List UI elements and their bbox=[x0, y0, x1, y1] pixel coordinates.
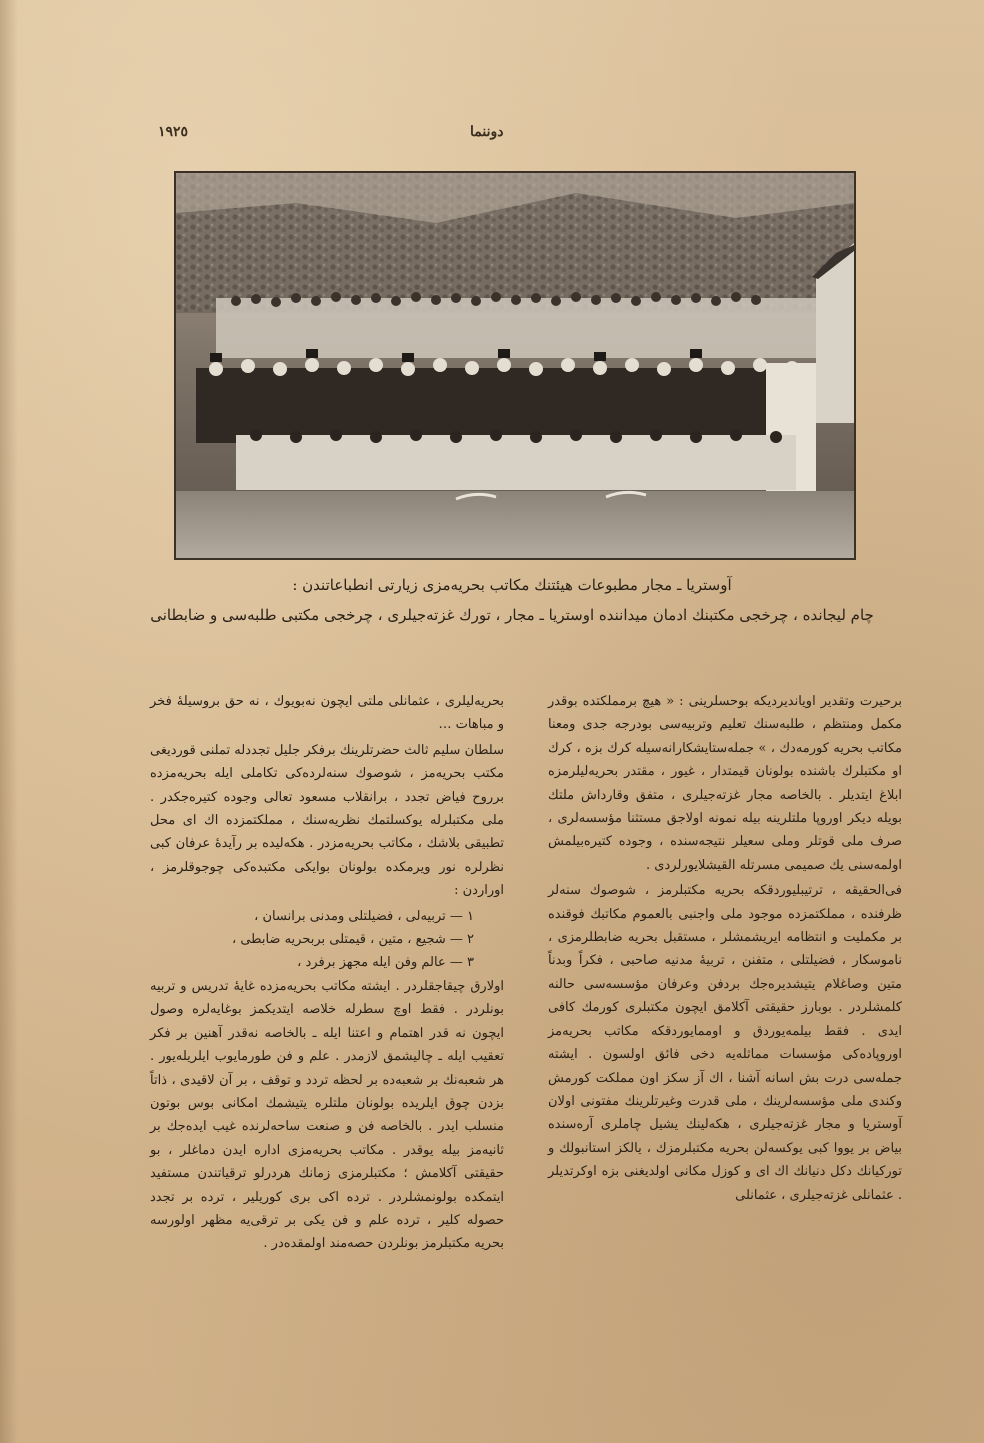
paragraph: بحریه‌لیلری ، عثمانلی ملتی ایچون نه‌بویوك ، نه حق بروسیلهٔ فخر و مباهات … bbox=[150, 694, 504, 733]
group-photograph bbox=[174, 171, 856, 560]
running-head-title: دوننما bbox=[470, 124, 504, 140]
paragraph: برحیرت وتقدیر اویاندیردیكه بوحسلرینی : « هیچ برمملكتده بوقدر مكمل ومنتظم ، طلبه‌سنك تعلیم وتربیه‌سی بودرجه جدی ومعنا مكاتب بحریه كورمه‌دك ، » جمله‌ستایشكارانه‌سیله كرك بزه ، كرك او مكتبلرك باشنده بولونان قیمتدار ، غیور ، مقتدر بحریه‌لیلرمزه ابلاغ ایتدیلر . بالخاصه مجار غزته‌جیلری ، متفق وقارداش ملتك بویله دیكر اوروپا ملتلرینه بیله نمونه اولاجق مستثنا مؤسسه‌لری ، صرف ملی قوتلر وملی سعیلر نتیجه‌سنده ، وجوده كتیره‌بیلمش اولمه‌سنی یك صمیمی مسرتله القیشلایورلردی . bbox=[548, 694, 902, 873]
photo-illustration bbox=[176, 173, 854, 558]
page-fold-shadow bbox=[0, 0, 18, 1443]
list-item: ٢ — شجیع ، متین ، قیمتلی بربحریه ضابطی ، bbox=[232, 932, 474, 948]
paragraph: اولارق چیقاجقلردر . ایشته مكاتب بحریه‌مزده غایهٔ تدریس و تربیه بونلردر . فقط اوچ سطرله خلاصه ایتدیكمز بوغایه‌لره وصول ایچون نه قدر اهتمام و اعتنا ایله ـ بالخاصه نه‌قدر آهنین بر فكر تعقیب ایله ـ چالیشمق لازمدر . علم و فن طورمایوب ایلریله‌یور . هر شعبه‌نك بر شعبه‌ده بر لحظه تردد و توقف ، بر آن لاقیدی ، ذاتاً بزدن چوق ایلریده بولونان ملتلره یتیشمك امكانی بوس بوتون منسلب ایدر . بالخاصه فن و صنعت ساحه‌لرنده غیب ایده‌جك بر ثانیه‌مز بیله یوقدر . مكاتب بحریه‌مزی اداره ایدن دماغلر ، بو حقیقتی آكلامش ؛ مكتبلرمزی زمانك هردرلو ترقیاتندن مستفید ایتمكده بولونمشلردر . ترده اكی بری كوریلیر ، ترده بر تجدد حصوله كلیر ، ترده علم و فن یكی بر ترقی‌یه مظهر اولورسه بحریه مكتبلرمز بونلردن حصه‌مند اولمقده‌در . bbox=[150, 978, 504, 1252]
list-item: ٣ — عالم وفن ایله مجهز برفرد ، bbox=[297, 955, 474, 971]
list-item: ١ — تربیه‌لی ، فضیلتلی ومدنی برانسان ، bbox=[254, 908, 474, 924]
left-text-column bbox=[150, 690, 504, 1258]
right-text-column bbox=[548, 690, 902, 1209]
page-number: ١٩٢٥ bbox=[158, 124, 189, 140]
photo-caption-line-1: آوستریا ـ مجار مطبوعات هیئتنك مكاتب بحریه‌مزی زیارتی انطباعاتندن : bbox=[292, 576, 732, 594]
paragraph: فی‌الحقیقه ، ترتیبلیوردقكه بحریه مكتبلرمز ، شوصوك سنه‌لر ظرفنده ، مملكتمزده موجود ملی واجنبی بالعموم مكاتبك فوقنده بر مكملیت و انتظامه ایریشمشلر ، مستقبل بحریه ضابطلرمزی ، ناموسكار ، فضیلتلی ، متفنن ، تربیهٔ مدنیه صاحبی ، فكراً وبدناً متین وصاغلام یتیشدیره‌جك بردفن وعرفان مؤسسه‌سی حالنه كلمشلردر . بوبارز حقیقتی آكلامق ایچون مكتبلری كورمك كافی ایدی . فقط بیلمه‌یوردق و اوممایوردقكه مكاتب بحریه‌مز اوروپاده‌كی مؤسسات مماثله‌یه دخی فائق اولسون . ایشته جمله‌سی درت بش اسانه آشنا ، اك آز سكز اون مملكت كورمش وكندی ملی مؤسسه‌لرینك ، ملی قدرت وغیرتلرینك مفتونی اولان آوستریا و مجار غزته‌جیلری ، هكه‌لینك یشیل چاملری آره‌سنده بیاض بر یووا كبی یوكسه‌لن بحریه مكتبلرمزك ، یالكز استانبولك و توركیانك دكل دنیانك اك ای و كوزل مكانی اولدیغنی بزه اوكرتدیلر . عثمانلی غزته‌جیلری ، عثمانلی bbox=[548, 883, 902, 1203]
photo-caption-line-2: چام لیجانده ، چرخجی مكتبنك ادمان میداننده اوستریا ـ مجار ، تورك غزته‌جیلری ، چرخجی مكتبی طلبه‌سی و ضابطانی bbox=[150, 606, 874, 624]
paragraph: سلطان سلیم ثالث حضرتلرینك برفكر جلیل تجددله تملنی قوردیغی مكتب بحریه‌مز ، شوصوك سنه‌لرده‌كی تكاملی ایله بحریه‌مزده برروح فیاض تجدد ، برانقلاب مسعود تعالی وجوده كتیره‌جكدر . ملی مكتبلرله یوكسلتمك نظریه‌سنك ، مملكتمزده اك ای محل تطبیقی بلاشك ، مكاتب بحریه‌مزدر . هكه‌لیده بر رآیدهٔ عرفان كبی نظرلره نور ویرمكده بولونان بوایكی مكتبده‌كی چوجوقلرمز ، اوراردن : bbox=[150, 742, 504, 899]
